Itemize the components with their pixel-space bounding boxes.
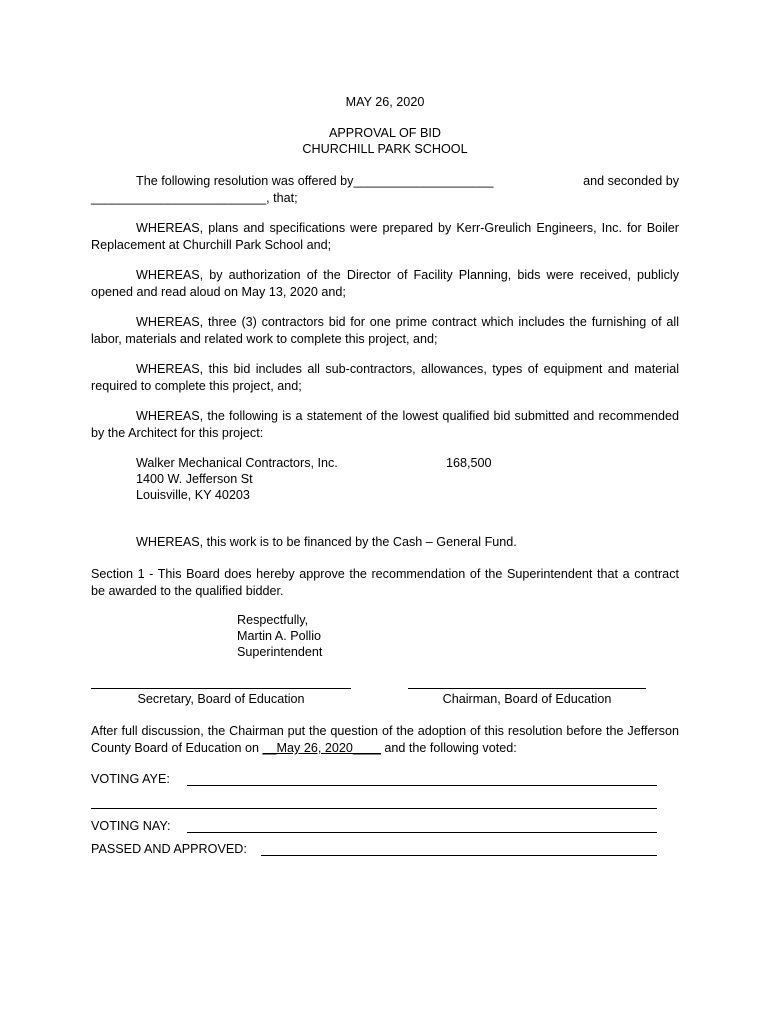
seconded-by-text: and seconded by <box>583 174 679 188</box>
signature-closing: Respectfully, <box>237 613 309 627</box>
voting-aye-line-2 <box>91 808 657 809</box>
chairman-label: Chairman, Board of Education <box>442 692 612 706</box>
contractor-address-line2: Louisville, KY 40203 <box>136 488 250 502</box>
contractor-address-line1: 1400 W. Jefferson St <box>136 472 253 486</box>
section-1-paragraph: Section 1 - This Board does hereby approve the recommendation of the Superintendent that a contract be awarded to the qualified bidder. <box>91 567 679 598</box>
discussion-paragraph: After full discussion, the Chairman put the question of the adoption of this resolution before the Jefferson County Board of Education on __May 26, 2020____ and the following voted: <box>91 724 679 755</box>
whereas-paragraph-2: WHEREAS, by authorization of the Director of Facility Planning, bids were received, publicly opened and read aloud on May 13, 2020 and; <box>91 268 679 299</box>
financing-paragraph: WHEREAS, this work is to be financed by the Cash – General Fund. <box>136 535 517 549</box>
offered-by-blank: ____________________ <box>353 174 494 188</box>
passed-approved-label: PASSED AND APPROVED: <box>91 842 247 856</box>
contractor-name: Walker Mechanical Contractors, Inc. <box>136 456 338 470</box>
secretary-signature-line <box>91 688 351 689</box>
whereas-paragraph-1: WHEREAS, plans and specifications were prepared by Kerr-Greulich Engineers, Inc. for Boiler Replacement at Churchill Park School and; <box>91 221 679 252</box>
secretary-label: Secretary, Board of Education <box>137 692 305 706</box>
chairman-signature-line <box>408 688 646 689</box>
bid-amount: 168,500 <box>446 456 492 470</box>
passed-approved-line <box>261 855 657 856</box>
meeting-date: __May 26, 2020____ <box>262 741 381 755</box>
signature-title: Superintendent <box>237 645 323 659</box>
voting-aye-label: VOTING AYE: <box>91 772 170 786</box>
resolution-that-text: , that; <box>266 191 298 205</box>
whereas-paragraph-3: WHEREAS, three (3) contractors bid for one prime contract which includes the furnishing of all labor, materials and related work to complete this project, and; <box>91 315 679 346</box>
document-date: MAY 26, 2020 <box>345 95 425 109</box>
voting-aye-line <box>187 785 657 786</box>
resolution-paragraph <box>91 173 679 207</box>
signature-name: Martin A. Pollio <box>237 629 321 643</box>
whereas-paragraph-4: WHEREAS, this bid includes all sub-contractors, allowances, types of equipment and material required to complete this project, and; <box>91 362 679 393</box>
whereas-paragraph-5: WHEREAS, the following is a statement of the lowest qualified bid submitted and recommended by the Architect for this project: <box>91 409 679 440</box>
seconded-by-blank: _________________________ <box>91 191 267 205</box>
voting-nay-line <box>187 832 657 833</box>
document-subtitle: CHURCHILL PARK SCHOOL <box>302 142 468 156</box>
voting-nay-label: VOTING NAY: <box>91 819 171 833</box>
document-title: APPROVAL OF BID <box>329 126 441 140</box>
resolution-offered-text: The following resolution was offered by <box>136 174 354 188</box>
